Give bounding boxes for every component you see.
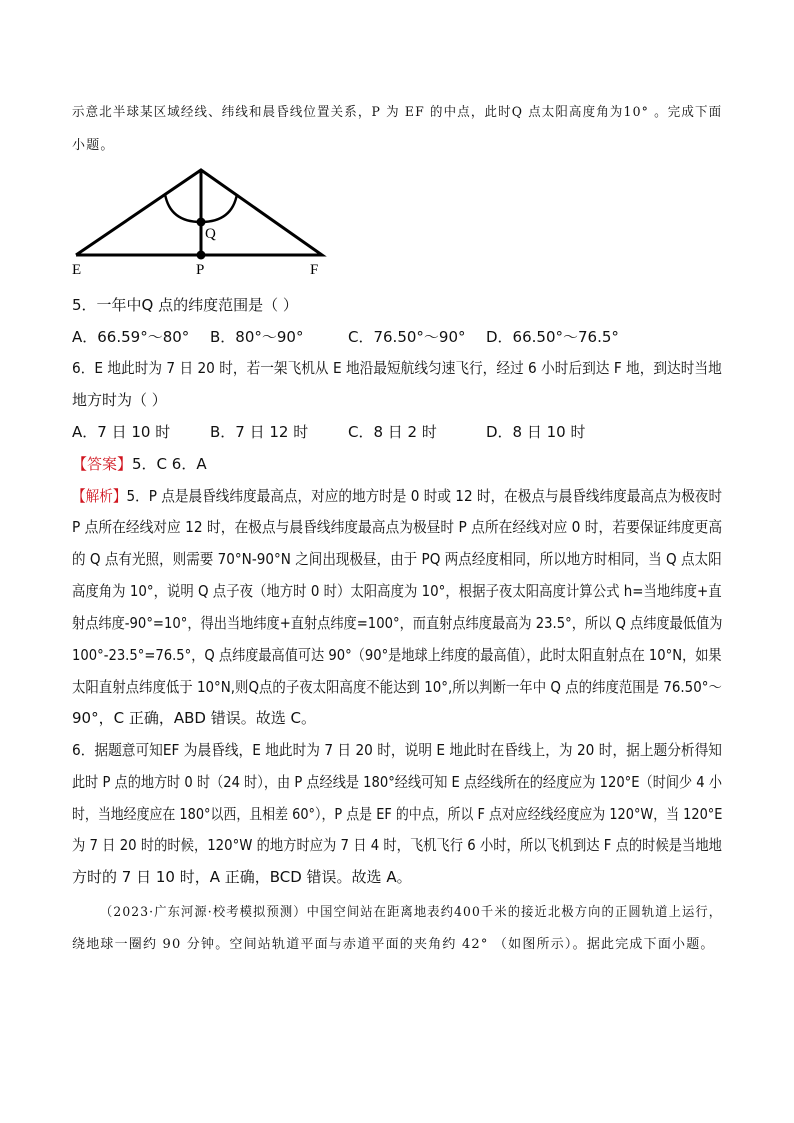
q5-option-c: C．76.50°～90° [348, 328, 466, 346]
analysis-tag: 【解析】 [72, 487, 127, 505]
analysis-line-13: 方时的 7 日 10 时，A 正确，BCD 错误。故选 A。 [72, 868, 412, 886]
analysis-line-6: 100°-23.5°=76.5°，Q 点纬度最高值可达 90°（90°是地球上纬度的最高值），此时太阳直射点在 10°N，如果 [72, 646, 722, 664]
question-6-stem-line-2: 地方时为（ ） [72, 391, 167, 409]
next-intro-line-2: 绕地球一圈约 90 分钟。空间站轨道平面与赤道平面的夹角约 42° （如图所示）。据此完成下面小题。 [72, 937, 715, 952]
diagram-triangle [76, 170, 322, 255]
analysis-line-8: 90°，C 正确，ABD 错误。故选 C。 [72, 709, 316, 727]
q5-option-b: B．80°～90° [210, 328, 304, 346]
point-p [197, 251, 206, 260]
question-6-stem-line-1: 6．E 地此时为 7 日 20 时，若一架飞机从 E 地沿最短航线匀速飞行，经过 6 小时后到达 F 地，到达时当地 [72, 359, 722, 377]
next-intro-line-1: （2023·广东河源·校考模拟预测）中国空间站在距离地表约400千米的接近北极方向的正圆轨道上运行， [100, 905, 723, 920]
intro-line-2: 小题。 [72, 138, 115, 153]
analysis-line-12: 为 7 日 20 时的时候，120°W 的地方时应为 7 日 4 时，飞机飞行 6 小时，所以飞机到达 F 点的时候是当地地 [72, 836, 722, 854]
q6-option-b: B．7 日 12 时 [210, 423, 309, 441]
label-e: E [72, 262, 82, 278]
question-5-stem: 5．一年中Q 点的纬度范围是（ ） [72, 296, 298, 314]
analysis-line-9: 6．据题意可知EF 为晨昏线，E 地此时为 7 日 20 时，说明 E 地此时在昏线上，为 20 时，据上题分析得知 [72, 741, 722, 759]
analysis-line-1 [72, 485, 722, 506]
analysis-line-5: 射点纬度-90°=10°，得出当地纬度+直射点纬度=100°，而直射点纬度最高为 23.5°，所以 Q 点纬度最低值为 [72, 614, 723, 632]
answer-tag: 【答案】 [72, 455, 133, 473]
q6-option-d: D．8 日 10 时 [486, 423, 586, 441]
intro-line-1: 示意北半球某区域经线、纬线和晨昏线位置关系，P 为 EF 的中点，此时Q 点太阳高度角为10° 。完成下面 [72, 105, 723, 120]
analysis-line-10: 此时 P 点的地方时 0 时（24 时），由 P 点经线是 180°经线可知 E 点经线所在的经度应为 120°E（时间少 4 小 [72, 773, 722, 791]
q6-option-c: C．8 日 2 时 [348, 423, 437, 441]
analysis-line-2: P 点所在经线对应 12 时，在极点与晨昏线纬度最高点为极昼时 P 点所在经线对应 0 时，若要保证纬度更高 [72, 518, 723, 536]
answer-line [72, 453, 207, 474]
analysis-text: 5．P 点是晨昏线纬度最高点，对应的地方时是 0 时或 12 时，在极点与晨昏线纬度最高点为极夜时 [126, 487, 723, 505]
label-q: Q [205, 226, 216, 242]
analysis-line-4: 高度角为 10°，说明 Q 点子夜（地方时 0 时）太阳高度为 10°，根据子夜太阳高度计算公式 h=当地纬度+直 [72, 582, 722, 600]
q6-option-a: A．7 日 10 时 [72, 423, 171, 441]
analysis-line-3: 的 Q 点有光照，则需要 70°N-90°N 之间出现极昼，由于 PQ 两点经度相同，所以地方时相同，当 Q 点太阳 [72, 550, 722, 568]
label-p: P [196, 262, 205, 278]
q5-option-d: D．66.50°～76.5° [486, 328, 619, 346]
answer-text: 5．C 6．A [132, 455, 207, 473]
analysis-line-11: 时，当地经度应在 180°以西，且相差 60°），P 点是 EF 的中点，所以 F 点对应经线经度应为 120°W，当 120°E [72, 805, 723, 823]
latitude-terminator-diagram [72, 166, 332, 282]
q5-option-a: A．66.59°～80° [72, 328, 190, 346]
analysis-line-7: 太阳直射点纬度低于 10°N,则Q点的子夜太阳高度不能达到 10°,所以判断一年中 Q 点的纬度范围是 76.50°～ [72, 678, 722, 696]
label-f: F [310, 262, 319, 278]
